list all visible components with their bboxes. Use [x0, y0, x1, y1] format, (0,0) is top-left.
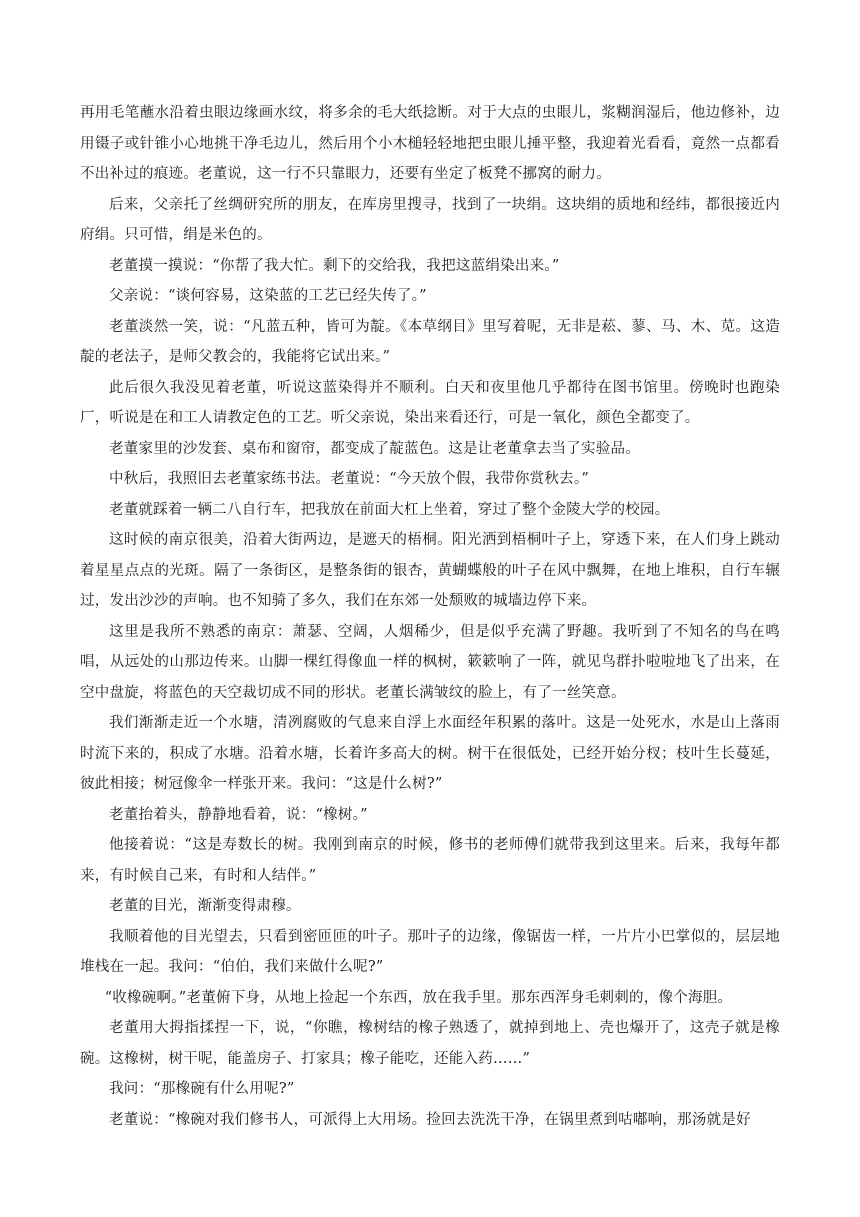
paragraph: 老董用大拇指揉捏一下，说，“你瞧，橡树结的橡子熟透了，就掉到地上、壳也爆开了，这壳子就是橡碗。这橡树，树干呢，能盖房子、打家具；橡子能吃，还能入药……”: [80, 1020, 780, 1067]
paragraph: 后来，父亲托了丝绸研究所的朋友，在库房里搜寻，找到了一块绢。这块绢的质地和经纬，都很接近内府绢。只可惜，绢是米色的。: [80, 196, 780, 243]
paragraph: 他接着说：“这是寿数长的树。我刚到南京的时候，修书的老师傅们就带我到这里来。后来，我每年都来，有时候自己来，有时和人结伴。”: [80, 837, 780, 884]
paragraph: 这里是我所不熟悉的南京：萧瑟、空阔，人烟稀少，但是似乎充满了野趣。我听到了不知名的鸟在鸣唱，从远处的山那边传来。山脚一棵红得像血一样的枫树，簌簌响了一阵，就见鸟群扑啦啦地飞了出来，在空中盘旋，将蓝色的天空裁切成不同的形状。老董长满皱纹的脸上，有了一丝笑意。: [80, 623, 780, 701]
paragraph: 老董家里的沙发套、桌布和窗帘，都变成了靛蓝色。这是让老董拿去当了实验品。: [109, 440, 640, 457]
paragraph: 此后很久我没见着老董，听说这蓝染得并不顺利。白天和夜里他几乎都待在图书馆里。傍晚时也跑染厂，听说是在和工人请教定色的工艺。听父亲说，染出来看还行，可是一氧化，颜色全都变了。: [80, 379, 780, 426]
paragraph: 老董的目光，渐渐变得肃穆。: [109, 898, 301, 914]
paragraph: 这时候的南京很美，沿着大街两边，是遮天的梧桐。阳光洒到梧桐叶子上，穿透下来，在人们身上跳动着星星点点的光斑。隔了一条街区，是整条街的银杏，黄蝴蝶般的叶子在风中飘舞，在地上堆积，自行车辗过，发出沙沙的声响。也不知骑了多久，我们在东郊一处颓败的城墙边停下来。: [80, 532, 780, 609]
paragraph: 我顺着他的目光望去，只看到密匝匝的叶子。那叶子的边缘，像锯齿一样，一片片小巴掌似的，层层地堆栈在一起。我问：“伯伯，我们来做什么呢?”: [80, 928, 780, 975]
paragraph: 老董就踩着一辆二八自行车，把我放在前面大杠上坐着，穿过了整个金陵大学的校园。: [109, 501, 670, 518]
paragraph: “收橡碗啊。”老董俯下身，从地上捡起一个东西，放在我手里。那东西浑身毛刺刺的，像个海胆。: [104, 989, 733, 1006]
paragraph: 我问：“那橡碗有什么用呢?”: [109, 1081, 295, 1097]
paragraph: 老董抬着头，静静地看着，说：“橡树。”: [109, 806, 368, 823]
paragraph: 中秋后，我照旧去老董家练书法。老董说：“今天放个假，我带你赏秋去。”: [109, 471, 590, 487]
paragraph: 老董说：“橡碗对我们修书人，可派得上大用场。捡回去洗洗干净，在锅里煮到咕嘟响，那汤就是好: [109, 1111, 751, 1128]
paragraph: 我们渐渐走近一个水塘，清冽腐败的气息来自浮上水面经年积累的落叶。这是一处死水，水是山上落雨时流下来的，积成了水塘。沿着水塘，长着许多高大的树。树干在很低处，已经开始分杈；枝叶生长蔓延，彼此相接；树冠像伞一样张开来。我问：“这是什么树?”: [80, 715, 780, 792]
paragraph: 老董淡然一笑，说：“凡蓝五种，皆可为靛。《本草纲目》里写着呢，无非是菘、蓼、马、木、苋。这造靛的老法子，是师父教会的，我能将它试出来。”: [80, 318, 780, 365]
paragraph: 再用毛笔蘸水沿着虫眼边缘画水纹，将多余的毛大纸捻断。对于大点的虫眼儿，浆糊润湿后，他边修补，边用镊子或针锥小心地挑干净毛边儿，然后用个小木槌轻轻地把虫眼儿捶平整，我迎着光看看，竟然一点都看不出补过的痕迹。老董说，这一行不只靠眼力，还要有坐定了板凳不挪窝的耐力。: [80, 105, 780, 182]
article-body: [80, 98, 780, 1135]
paragraph: 老董摸一摸说：“你帮了我大忙。剩下的交给我，我把这蓝绢染出来。”: [109, 257, 560, 274]
paragraph: 父亲说：“谈何容易，这染蓝的工艺已经失传了。”: [109, 288, 427, 304]
